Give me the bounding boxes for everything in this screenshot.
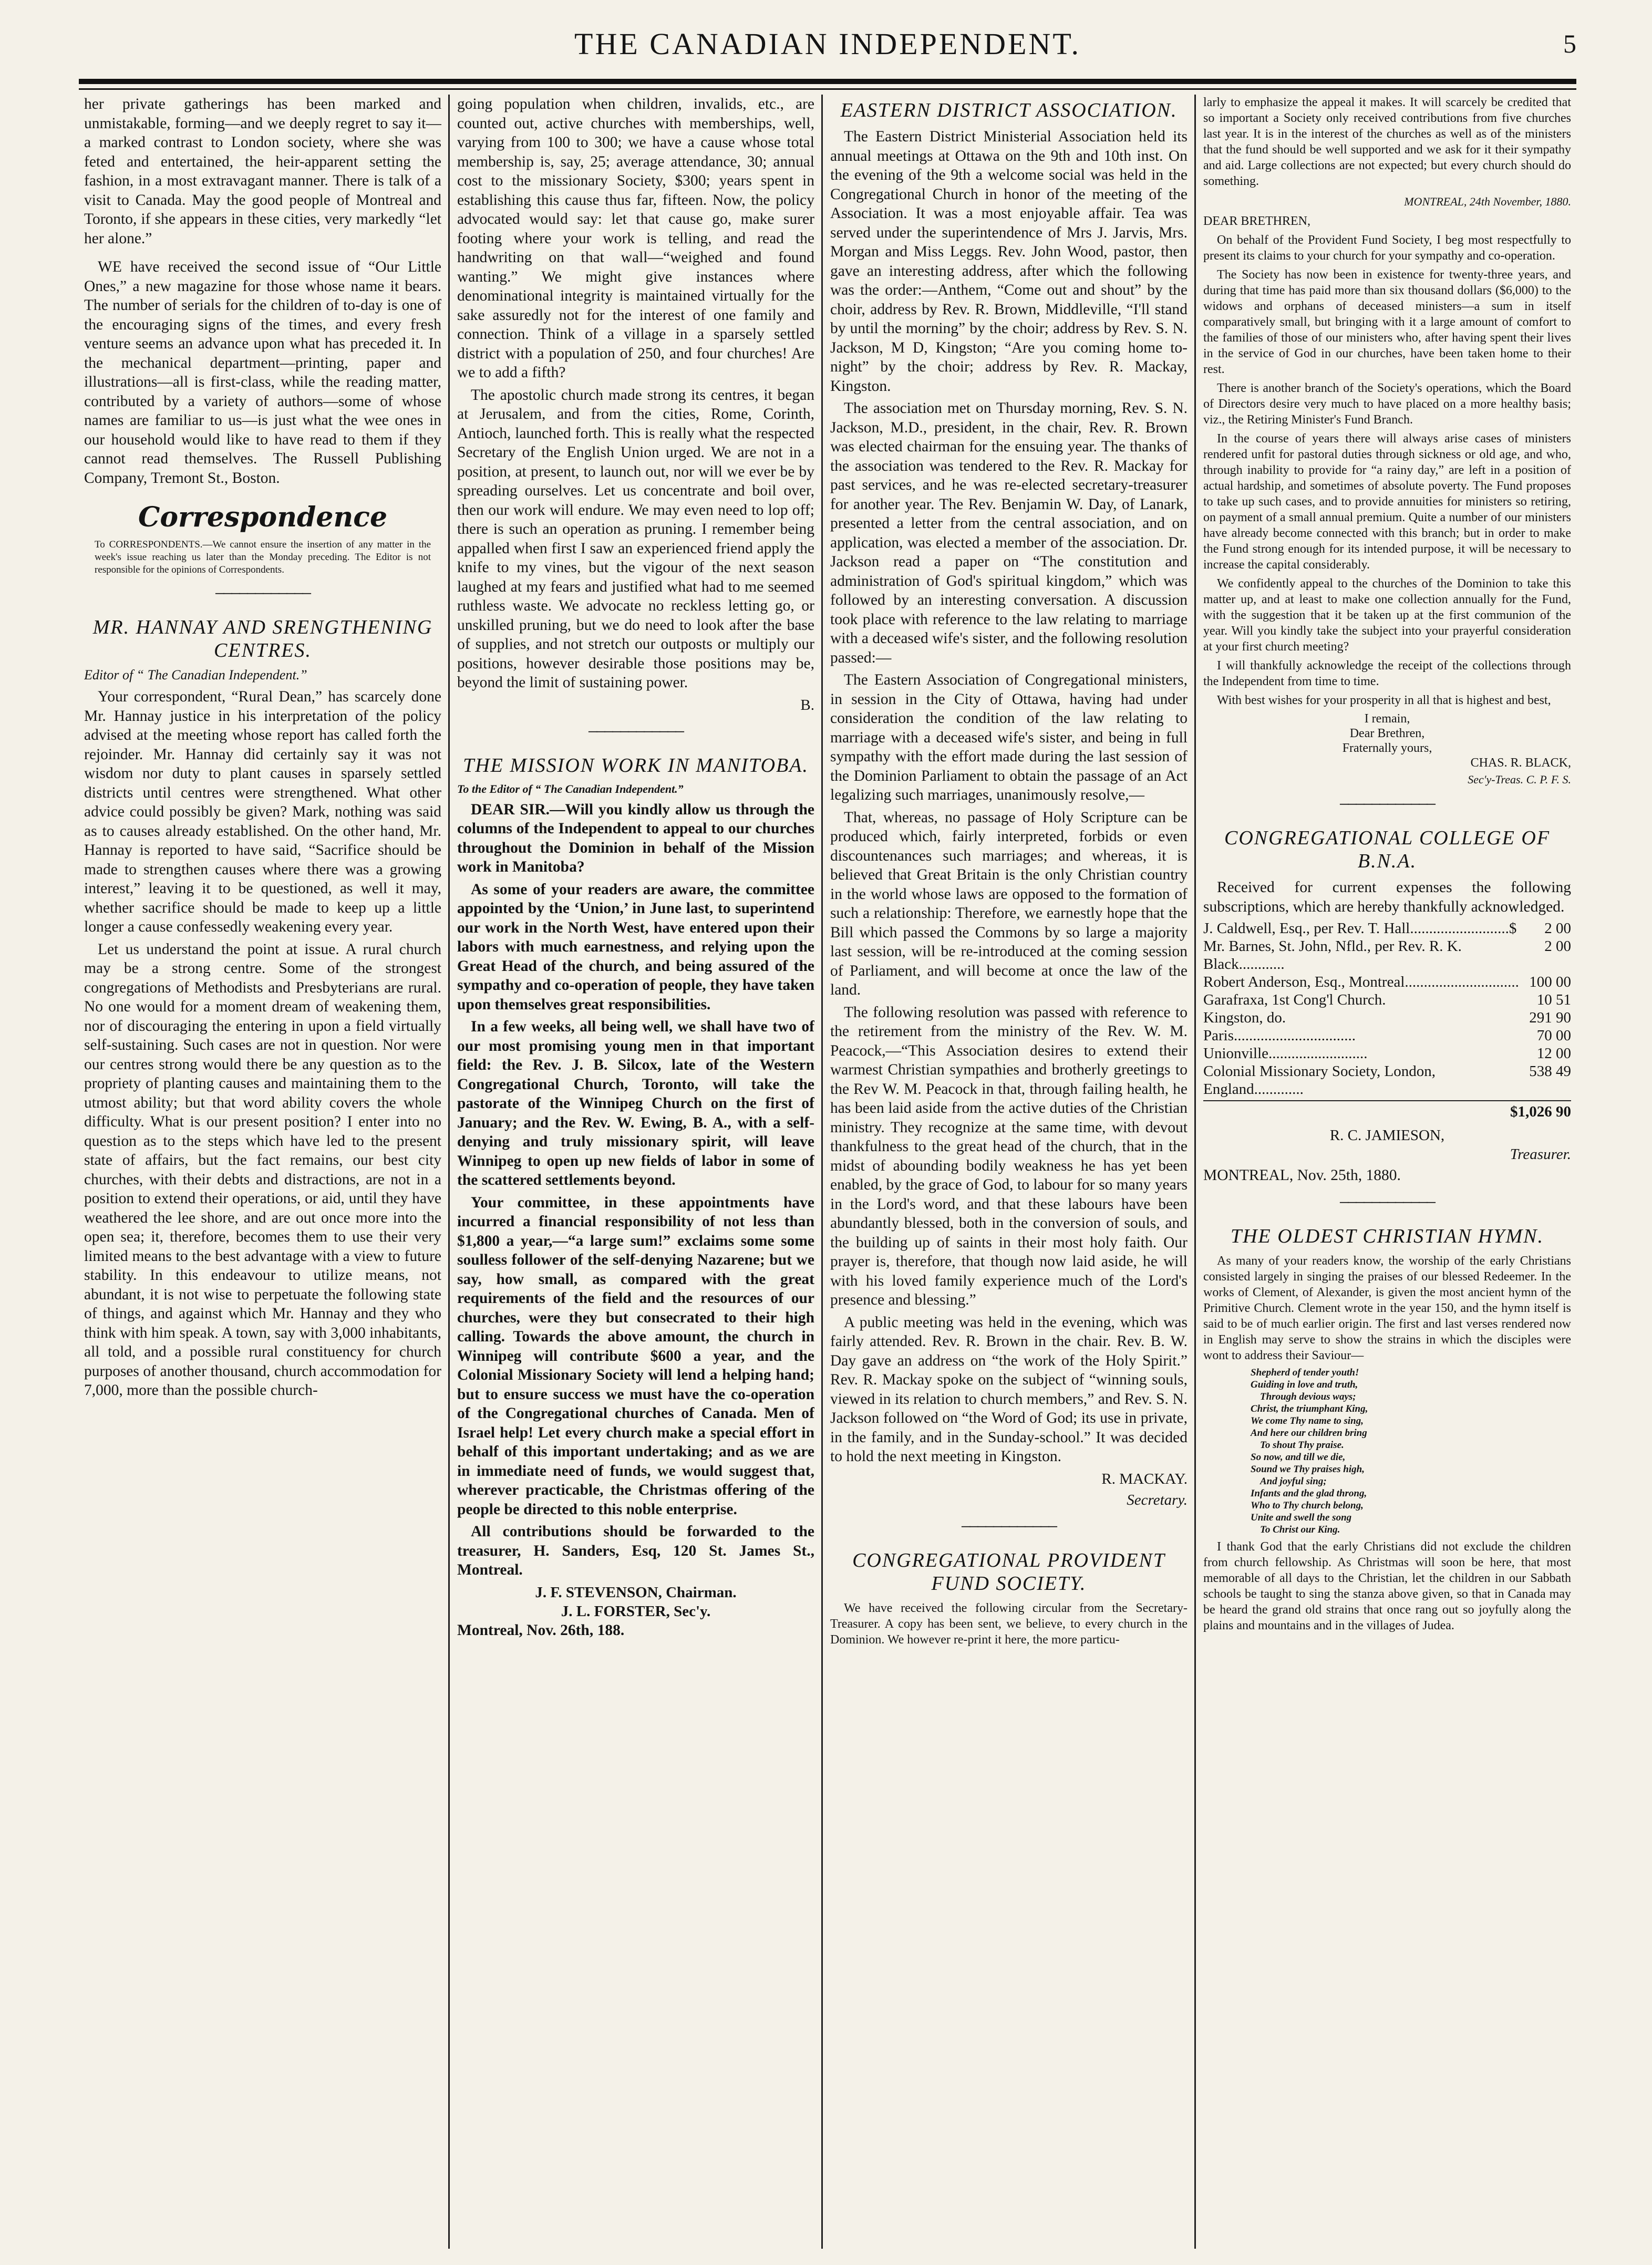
table-row: [1203, 1062, 1571, 1098]
subscription-amount: 10 51: [1536, 991, 1571, 1008]
article-heading: CONGREGATIONAL COLLEGE OF B.N.A.: [1224, 827, 1551, 872]
separator: ────────────: [588, 725, 684, 739]
paragraph: WE have received the second issue of “Our Little Ones,” a new magazine for those whose name it bears. The number of serials for the children of to-day is one of the encouraging signs of the times, and every fresh venture seems an advance upon what has preceded it. In the mechanical department—printing, paper and illustrations—all is first-class, while the reading matter, contributed by a variety of authors—some of whose names are familiar to us—is just what the wee ones in our household would like to have read to them if they cannot read themselves. The Russell Publishing Company, Tremont St., Boston.: [84, 258, 441, 487]
table-row: [1203, 919, 1571, 937]
page-header: [79, 21, 1576, 79]
subscription-amount: 2 00: [1544, 920, 1571, 937]
hymn-line: Who to Thy church belong,: [1251, 1499, 1364, 1511]
hymn-line: To shout Thy praise.: [1260, 1439, 1344, 1451]
hymn-line: Infants and the glad throng,: [1251, 1487, 1367, 1499]
paragraph: larly to emphasize the appeal it makes. It will scarcely be credited that so important a Society only received contributions from five churches last year. It is in the interest of the churches as well as of the ministers that the fund should be well supported and we ask for it their sympathy and aid. Large collections are not expected; but every church should do something.: [1203, 96, 1571, 188]
column-divider: [1194, 95, 1196, 2249]
paragraph: The Society has now been in existence for twenty-three years, and during that time has paid more than six thousand dollars ($6,000) to the widows and orphans of deceased ministers—a sum in itself comparatively small, but bringing with it a large amount of comfort to the families of those of our ministers who, after having spent their lives in the service of God in our churches, have been taken home to their rest.: [1203, 268, 1571, 376]
signature: CHAS. R. BLACK,: [1470, 756, 1571, 770]
subscription-amount: 70 00: [1536, 1027, 1571, 1044]
hymn-line: So now, and till we die,: [1251, 1451, 1346, 1463]
hymn-line: To Christ our King.: [1260, 1524, 1340, 1535]
paragraph: The apostolic church made strong its centres, it began at Jerusalem, and from the cities, Rome, Corinth, Antioch, launched forth. This is really what the respected Secretary of the English Union urged. We are not in a position, at present, to launch out, nor will we ever be by spreading ourselves. Let us concentrate and boil over, then our work will endure. We may even need to lop off; there is such an operation as pruning. I remember being appalled when first I saw an experienced friend apply the knife to my vines, but the vigour of the next season laughed at my fears and justified what had to me seemed ruthless waste. We advocate no reckless letting go, or unskilled pruning, but we do need to look after the base of supplies, and not stretch our outposts or multiply our positions, however desirable those positions may be, beyond the limit of sustaining power.: [457, 386, 814, 691]
subscriber-name: Mr. Barnes, St. John, Nfld., per Rev. R. K. Black............: [1203, 938, 1462, 973]
subscriber-name: Paris................................: [1203, 1027, 1356, 1044]
paragraph: Received for current expenses the following subscriptions, which are hereby thankfully acknowledged.: [1203, 879, 1571, 915]
signature: R. C. JAMIESON,: [1329, 1127, 1445, 1144]
article-subheading: To the Editor of “ The Canadian Independent.”: [457, 782, 684, 795]
hymn-line: We come Thy name to sing,: [1251, 1415, 1364, 1426]
hymn-line: Through devious ways;: [1260, 1391, 1356, 1402]
signature: Dear Brethren,: [1349, 727, 1425, 740]
hymn-line: And here our children bring: [1251, 1427, 1367, 1439]
section-heading-correspondence: Correspondence: [138, 501, 388, 533]
separator: ────────────: [1339, 1195, 1435, 1209]
subscriber-name: J. Caldwell, Esq., per Rev. T. Hall..........................$: [1203, 920, 1517, 937]
signature: I remain,: [1364, 712, 1410, 726]
hymn-line: Shepherd of tender youth!: [1251, 1367, 1359, 1378]
hymn-line: Sound we Thy praises high,: [1251, 1463, 1365, 1475]
paragraph: We have received the following circular from the Secretary-Treasurer. A copy has been sent, we believe, to every church in the Dominion. We however re-print it here, the more particu-: [830, 1601, 1188, 1647]
paragraph: Let us understand the point at issue. A rural church may be a strong centre. Some of the strongest congregations of Methodists and Presbyterians are rural. No one would for a moment dream of weakening them, nor of discouraging the entering in upon a field virtually self-sustaining. Such cases are not in question. Nor were our centres strong would there be any question as to the propriety of planting causes and maintaining them to the utmost ability; but that word ability covers the whole difficulty. What is our present position? I enter into no question as to the steps which have led to the present state of affairs, but the fact remains, our best city churches, with their debts and distractions, are not in a position to extend their operations, or aid, until they have weathered the lee shore, and are out once more into the open sea; it, therefore, becomes them to use their very limited means to the best advantage with a view to future stability. In this endeavour to utilize means, not abundant, it is not wise to perpetuate the following state of things, and against which Mr. Hannay and they who think with him speak. A town, say with 3,000 inhabitants, all told, and a possible rural constituency for church purposes of another thousand, church accommodation for 7,000, more than the possible church-: [84, 940, 441, 1399]
column-divider: [821, 95, 823, 2249]
table-row: [1203, 937, 1571, 973]
separator: ────────────: [961, 1519, 1057, 1534]
hymn-verses: [1203, 1367, 1571, 1536]
column-4: [1203, 95, 1571, 2238]
header-rule-thin: [79, 88, 1576, 90]
paragraph: DEAR SIR.—Will you kindly allow us through the columns of the Independent to appeal to our churches throughout the Dominion in behalf of the Mission work in Manitoba?: [457, 801, 814, 875]
correspondents-note: To CORRESPONDENTS.—We cannot ensure the insertion of any matter in the week's issue reaching us later than the Monday preceding. The Editor is not responsible for the opinions of Correspondents.: [95, 539, 431, 575]
paragraph: All contributions should be forwarded to the treasurer, H. Sanders, Esq, 120 St. James St., Montreal.: [457, 1523, 814, 1578]
paragraph: In a few weeks, all being well, we shall have two of our most promising young men in that important field: the Rev. J. B. Silcox, late of the Western Congregational Church, Toronto, will take the pastorate of the Winnipeg Church on the first of January; and the Rev. W. Ewing, B. A., with a self-denying and truly missionary spirit, will leave Winnipeg to open up new fields of labor in some of the scattered settlements beyond.: [457, 1018, 814, 1188]
column-3: [830, 95, 1188, 2238]
paragraph: Your committee, in these appointments have incurred a financial responsibility of not less than $1,800 a year,—“a large sum!” exclaims some some soulless follower of the self-denying Nazarene; but we say, how small, as compared with the great requirements of the field and the resources of our churches, were they but consecrated to their high calling. Towards the above amount, the church in Winnipeg will contribute $600 a year, and the Colonial Missionary Society will lend a helping hand; but to ensure success we must have the co-operation of the Congregational churches of Canada. Men of Israel help! Let every church make a special effort in behalf of this important undertaking; and as we are in immediate need of funds, we would suggest that, wherever practicable, the Christmas offering of the people be directed to this noble enterprise.: [457, 1194, 814, 1518]
date-line: MONTREAL, Nov. 25th, 1880.: [1203, 1167, 1401, 1184]
date-line: Montreal, Nov. 26th, 188.: [457, 1621, 625, 1639]
paragraph: I will thankfully acknowledge the receipt of the collections through the Independent from time to time.: [1203, 659, 1571, 688]
column-2: [457, 95, 814, 2238]
subscriber-name: Unionville..........................: [1203, 1045, 1368, 1062]
subscriptions-table: [1203, 919, 1571, 1098]
separator: ────────────: [1339, 798, 1435, 811]
subscription-amount: 538 49: [1529, 1063, 1571, 1080]
subscriber-name: Colonial Missionary Society, London, England.............: [1203, 1063, 1436, 1098]
hymn-line: And joyful sing;: [1260, 1475, 1327, 1487]
header-rule: [79, 79, 1576, 84]
paragraph: The Eastern Association of Congregational ministers, in session in the City of Ottawa, having had under consideration the condition of the law relating to marriage with a deceased wife's sister, and being in full sympathy with the effort made during the last session of the Dominion Parliament to obtain the passage of an Act legalizing such marriages, unanimously resolve,—: [830, 671, 1188, 803]
paragraph: On behalf of the Provident Fund Society, I beg most respectfully to present its claims to your church for your sympathy and co-operation.: [1203, 233, 1571, 263]
page-number: 5: [1563, 29, 1576, 58]
article-heading: THE OLDEST CHRISTIAN HYMN.: [1230, 1225, 1544, 1247]
table-row: [1203, 973, 1571, 991]
signature-title: Sec'y-Treas. C. P. F. S.: [1468, 773, 1571, 786]
paragraph: We confidently appeal to the churches of the Dominion to take this matter up, and at least to make one collection annually for the Fund, with the suggestion that it be taken up at the first communion of the year. Will you kindly take the subject into your prayerful consideration at your first church meeting?: [1203, 577, 1571, 654]
paragraph: In the course of years there will always arise cases of ministers rendered unfit for pastoral duties through sickness or old age, and who, through inability to provide for “a rainy day,” are left in a position of actual hardship, and sometimes of absolute poverty. The Fund proposes to take up such cases, and to provide annuities for ministers so retiring, on payment of a small annual premium. Quite a number of our ministers have already become connected with this branch; but in order to make the Fund strong enough for its intended purpose, it will be necessary to increase the capital considerably.: [1203, 432, 1571, 572]
paragraph: The association met on Thursday morning, Rev. S. N. Jackson, M.D., president, in the chair, Rev. R. Brown was elected chairman for the ensuing year. The thanks of the association was tendered to the Rev. R. Mackay for past services, and he was re-elected secretary-treasurer for another year. The Rev. Benjamin W. Day, of Lanark, presented a letter from the central association, and on application, was elected a member of the association. Dr. Jackson read a paper on “The constitution and administration of God's spiritual kingdom,” which was followed by an interesting conversation. A discussion took place with reference to the law relating to marriage with a deceased wife's sister, and the following resolution passed:—: [830, 400, 1188, 666]
table-row: [1203, 1027, 1571, 1044]
signature: Fraternally yours,: [1342, 741, 1432, 755]
hymn-line: Unite and swell the song: [1251, 1512, 1352, 1523]
article-heading: CONGREGATIONAL PROVIDENT FUND SOCIETY.: [852, 1549, 1165, 1595]
paragraph: That, whereas, no passage of Holy Scripture can be produced which, fairly interpreted, forbids or even discountenances such marriages; and whereas, it is believed that Great Britain is the only Christian country in the world whose laws are opposed to the formation of such a relationship: Therefore, we earnestly hope that the Bill which passed the Commons by so large a majority last session, will be re-introduced at the coming session of Parliament, and will become at once the law of the land.: [830, 809, 1188, 998]
subscription-amount: 12 00: [1536, 1045, 1571, 1062]
paragraph: The Eastern District Ministerial Association held its annual meetings at Ottawa on the 9th and 10th inst. On the evening of the 9th a welcome social was held in the Congregational Church in honor of the meeting of the Association. It was a most enjoyable affair. Tea was served under the superintendence of Mrs J. Jarvis, Mrs. Morgan and Miss Leggs. Rev. John Wood, pastor, then gave an interesting address, after which the following was the order:—Anthem, “Come out and shout” by the choir, address by Rev. R. Brown, Middleville, “I'll stand by until the morning” by the choir; address by Rev. S. N. Jackson, M D, Kingston; “Are you coming home to-night” by the choir; address by Rev. R. Mackay, Kingston.: [830, 128, 1188, 395]
signature: J. L. FORSTER, Sec'y.: [561, 1602, 711, 1620]
subscription-amount: 291 90: [1529, 1009, 1571, 1026]
signature: J. F. STEVENSON, Chairman.: [535, 1584, 737, 1601]
table-row: [1203, 1044, 1571, 1062]
table-row: [1203, 991, 1571, 1009]
subscriber-name: Robert Anderson, Esq., Montreal..............................: [1203, 974, 1519, 990]
signature: B.: [800, 696, 814, 713]
signature: R. MACKAY.: [1101, 1470, 1188, 1487]
signature-title: Secretary.: [1127, 1491, 1188, 1508]
hymn-line: Christ, the triumphant King,: [1251, 1403, 1368, 1414]
column-1: [84, 95, 441, 2238]
paragraph: Your correspondent, “Rural Dean,” has scarcely done Mr. Hannay justice in his interpretation of the policy advised at the meeting whose report has called forth the rejoinder. Mr. Hannay did certainly say it was not wisdom nor duty to plant causes in sparsely settled districts until centres were strengthened. What other advice could possibly be given? Mark, nothing was said as to causes already established. On the other hand, Mr. Hannay is reported to have said, “Sacrifice should be made to strengthen causes where there was a growing interest,” leaving it to be questioned, as well it may, whether sacrifice should be made to keep up a little longer a cause confessedly weakening every year.: [84, 688, 441, 935]
column-divider: [448, 95, 450, 2249]
date-line: MONTREAL, 24th November, 1880.: [1404, 195, 1571, 208]
hymn-line: Guiding in love and truth,: [1251, 1379, 1358, 1390]
paragraph: As many of your readers know, the worship of the early Christians consisted largely in singing the praises of our blessed Redeemer. In the works of Clement, of Alexander, is given the most ancient hymn of the Primitive Church. Clement wrote in the year 150, and the hymn itself is said to be of much earlier origin. The first and last verses rendered now in English may serve to show the strains in which the disciples were wont to address their Saviour—: [1203, 1254, 1571, 1362]
paragraph: going population when children, invalids, etc., are counted out, active churches with memberships, well, varying from 100 to 300; we have a cause whose total membership is, say, 25; average attendance, 30; annual cost to the missionary Society, $300; years spent in establishing this cause thus far, fifteen. Now, the policy advocated would say: let that cause go, make surer footing where your work is telling, and read the handwriting on that wall—“weighed and found wanting.” We might give instances where denominational integrity is maintained virtually for the sake assuredly not for the interest of one family and connection. Think of a village in a sparsely settled district with a population of 250, and four churches! Are we to add a fifth?: [457, 96, 814, 381]
subscriber-name: Kingston, do.: [1203, 1009, 1286, 1026]
subscription-amount: 100 00: [1529, 974, 1571, 990]
table-row: [1203, 1009, 1571, 1027]
newspaper-title: THE CANADIAN INDEPENDENT.: [574, 27, 1081, 61]
subscription-amount: 2 00: [1544, 938, 1571, 955]
article-heading: THE MISSION WORK IN MANITOBA.: [463, 754, 809, 777]
paragraph: A public meeting was held in the evening, which was fairly attended. Rev. R. Brown in the chair. Rev. B. W. Day gave an address on “the work of the Holy Spirit.” Rev. R. Mackay spoke on the subject of “winning souls, viewed in its relation to church members,” and Rev. S. N. Jackson followed on “the Word of God; its use in private, in the family, and in the Sunday-school.” It was decided to hold the next meeting in Kingston.: [830, 1314, 1188, 1465]
subscriber-name: Garafraxa, 1st Cong'l Church.: [1203, 991, 1386, 1008]
paragraph: There is another branch of the Society's operations, which the Board of Directors desire very much to have placed on a more healthy basis; viz., the Retiring Minister's Fund Branch.: [1203, 381, 1571, 427]
paragraph: As some of your readers are aware, the committee appointed by the ‘Union,’ in June last, to superintend our work in the North West, have entered upon their labors with much earnestness, and relying upon the Great Head of the church, and being assured of the sympathy and co-operation of people, they have taken upon themselves great responsibilities.: [457, 881, 814, 1013]
subscriptions-total: $1,026 90: [1203, 1100, 1571, 1121]
article-subheading: Editor of “ The Canadian Independent.”: [84, 667, 307, 682]
article-heading: EASTERN DISTRICT ASSOCIATION.: [840, 99, 1178, 121]
article-heading: MR. HANNAY AND SRENGTHENING CENTRES.: [92, 616, 433, 661]
paragraph: I thank God that the early Christians did not exclude the children from church fellowship. As Christmas will soon be here, that most memorable of all days to the Christian, let the children in our Sabbath schools be taught to sing the stanza above given, so that in Canada may be heard the grand old strains that once rang out so joyfully along the plains and mountains and in the villages of Judea.: [1203, 1539, 1571, 1632]
signature-title: Treasurer.: [1510, 1146, 1571, 1163]
paragraph: The following resolution was passed with reference to the retirement from the ministry of the Rev. W. M. Peacock,—“This Association desires to extend their warmest Christian sympathies and brotherly greetings to the Rev W. M. Peacock in that, through failing health, he has been laid aside from the active duties of the Christian ministry. They recognize at the same time, with devout thankfulness to the great head of the church, that in the midst of abounding bodily weakness he has yet been enabled, by the grace of God, to labour for so many years in the Lord's word, and that these labours have been abundantly blessed, both in the conversion of souls, and the building up of saints in their most holy faith. Our prayer is, therefore, that though now laid aside, he will with his loved family experience much of the Lord's presence and blessing.”: [830, 1004, 1188, 1308]
salutation: DEAR BRETHREN,: [1203, 214, 1310, 228]
paragraph: With best wishes for your prosperity in all that is highest and best,: [1217, 694, 1551, 707]
paragraph: her private gatherings has been marked and unmistakable, forming—and we deeply regret to say it—a marked contrast to London society, where she was feted and entertained, the heir-apparent setting the fashion, in a most extravagant manner. There is talk of a visit to Canada. May the good people of Montreal and Toronto, if she appears in these cities, very markedly “let her alone.”: [84, 96, 441, 247]
separator: ────────────: [215, 587, 311, 601]
